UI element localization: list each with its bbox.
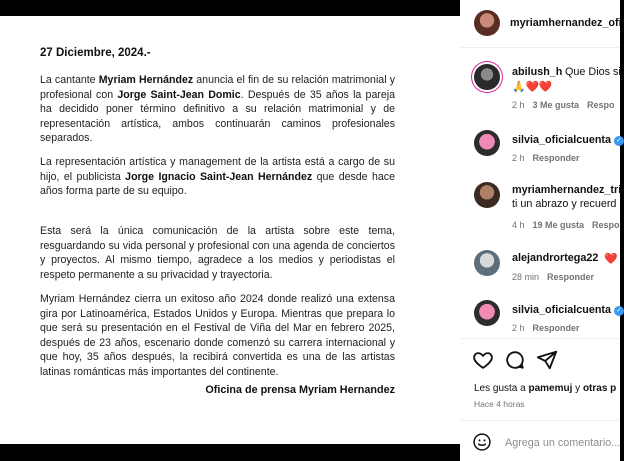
comment-likes[interactable]: 19 Me gusta: [532, 220, 585, 230]
post-actions: [460, 338, 620, 428]
comment-meta: [512, 220, 620, 230]
commenter-avatar[interactable]: [474, 300, 500, 326]
comment-input[interactable]: Agrega un comentario...: [505, 437, 621, 449]
comment-time: 4 h: [512, 220, 525, 230]
comment-bubble-icon[interactable]: [504, 349, 526, 371]
comment-text: Que Dios si: [565, 66, 621, 78]
statement-date: 27 Diciembre, 2024.-: [40, 47, 151, 59]
statement-paragraph-1: La cantante Myriam Hernández anuncia el fin de su relación matrimonial y profesional con Jorge Saint-Jean Domic. Después de 35 años la pareja ha decidido poner término definitivo a su relación matrimonial y de representación artística, ambos continuarán caminos profesionales separados.: [40, 74, 396, 144]
comment-meta: [512, 272, 594, 282]
owner-avatar[interactable]: [474, 10, 500, 36]
commenter-avatar[interactable]: [474, 250, 500, 276]
verified-badge-icon: ✓: [614, 136, 624, 146]
verified-badge-icon: ✓: [614, 306, 624, 316]
comment-username[interactable]: silvia_oficialcuenta ✓: [512, 304, 624, 316]
comment-time: 28 min: [512, 272, 540, 282]
comment-emojis: 🙏❤️❤️: [512, 81, 553, 93]
share-send-icon[interactable]: [536, 349, 558, 371]
comment-time: 2 h: [512, 153, 525, 163]
commenter-avatar[interactable]: [474, 64, 500, 90]
comment-text: ti un abrazo y recuerd: [512, 198, 617, 210]
statement-paragraph-3: Esta será la única comunicación de la artista sobre este tema, resguardando su vida personal y profesional con una agenda de conciertos y proyectos. Al mismo tiempo, agradece a los medios y periodistas el respeto permanente a su privacidad y trayectoria.: [40, 225, 395, 281]
add-comment-bar: [460, 420, 620, 461]
comments-panel: [460, 0, 620, 461]
comment-meta: [512, 153, 580, 163]
post-time: Hace 4 horas: [474, 399, 525, 409]
statement-signature: Oficina de prensa Myriam Hernandez: [205, 384, 395, 396]
comment-time: 2 h: [512, 100, 525, 110]
post-header: [460, 0, 620, 48]
reply-button[interactable]: Responder: [532, 323, 580, 333]
post-image[interactable]: [0, 16, 460, 444]
comment-meta: [512, 100, 615, 110]
likes-summary[interactable]: Les gusta a pamemuj y otras p: [474, 383, 617, 394]
statement-paragraph-4: Myriam Hernández cierra un exitoso año 2024 donde realizó una extensa gira por Latinoamérica, Estados Unidos y Europa. Mientras que prepara lo que será su presentación en el Festival de Viña del Mar en febrero 2025, después de 23 años, escenario donde comenzó su carrera internacional y que hoy, 35 años después, la recibirá convertida es una de las artistas latinas románticas más importantes del continente.: [40, 293, 395, 378]
emoji-icon[interactable]: [472, 432, 492, 452]
statement-paragraph-2: La representación artística y management de la artista está a cargo de su hijo, el publicista Jorge Ignacio Saint-Jean Hernández que desde hace años forma parte de su equipo.: [40, 156, 395, 197]
commenter-avatar[interactable]: [474, 182, 500, 208]
comment-time: 2 h: [512, 323, 525, 333]
comment-likes[interactable]: 3 Me gusta: [532, 100, 580, 110]
comment-username[interactable]: myriamhernandez_tri: [512, 184, 622, 196]
reply-button[interactable]: Responder: [532, 153, 580, 163]
comment-text: ❤️: [604, 253, 618, 265]
comment-username[interactable]: alejandrortega22: [512, 252, 599, 264]
reply-button[interactable]: Respo: [587, 100, 615, 110]
comment-username[interactable]: silvia_oficialcuenta ✓: [512, 134, 624, 146]
comment-username[interactable]: abilush_h: [512, 66, 563, 78]
commenter-avatar[interactable]: [474, 130, 500, 156]
reply-button[interactable]: Respo: [592, 220, 620, 230]
like-heart-icon[interactable]: [472, 349, 494, 371]
owner-username[interactable]: myriamhernandez_ofi: [510, 17, 622, 29]
comment-meta: [512, 323, 580, 333]
reply-button[interactable]: Responder: [547, 272, 595, 282]
